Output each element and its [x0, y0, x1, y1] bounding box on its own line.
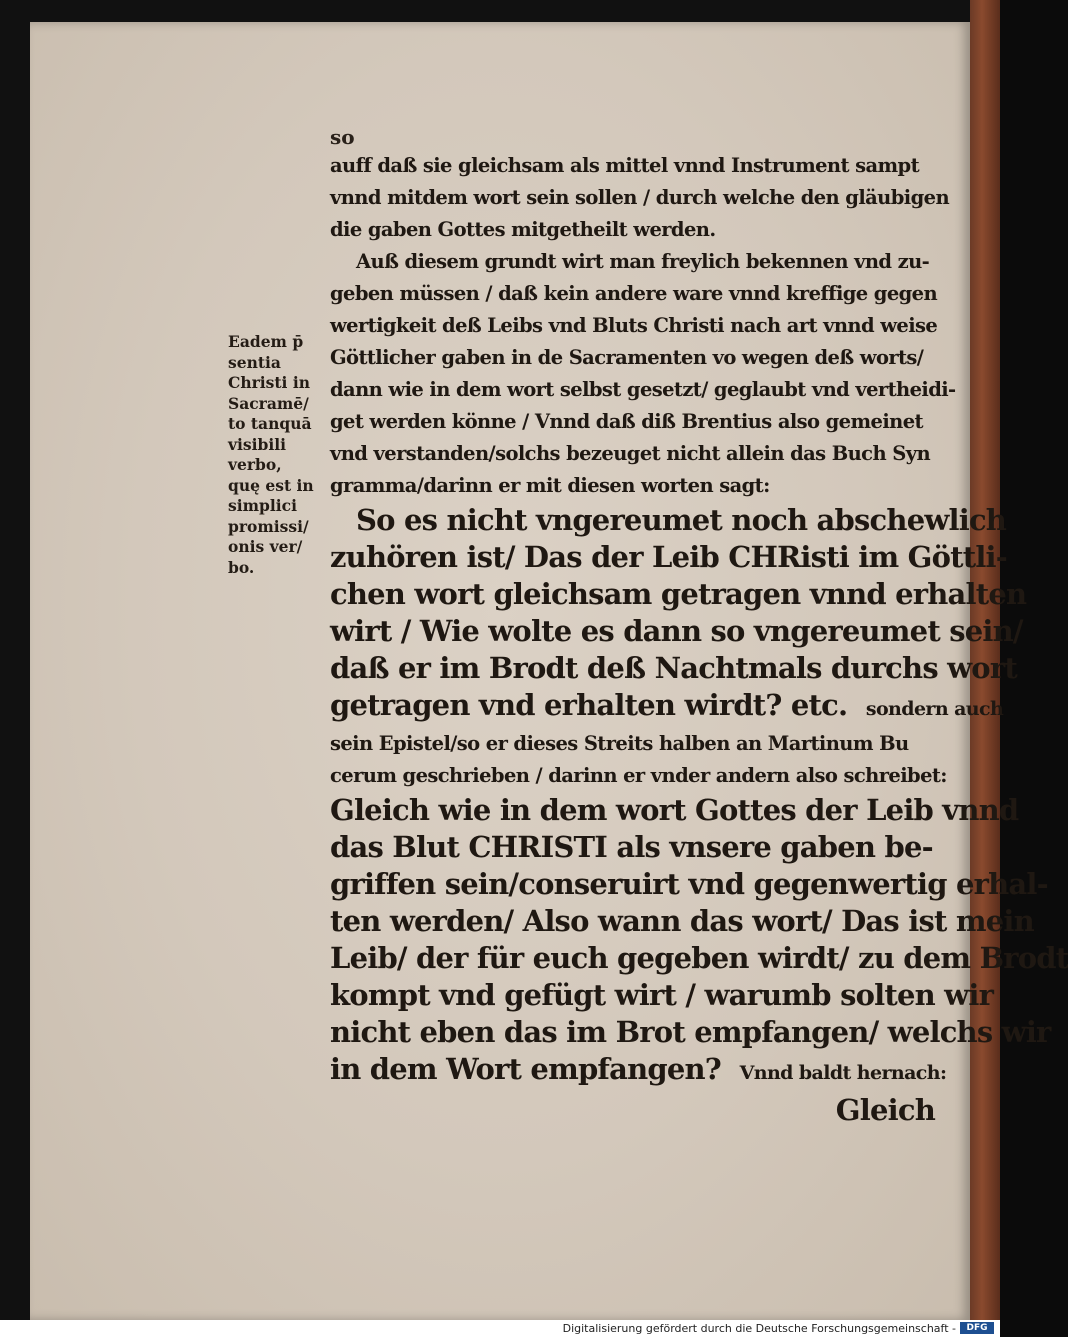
footer-credit: Digitalisierung gefördert durch die Deutsche Forschungsgemeinschaft -: [562, 1322, 956, 1335]
dfg-logo[interactable]: DFG: [960, 1322, 994, 1334]
margin-note-line: sentia: [228, 352, 281, 372]
text-line: [330, 829, 935, 866]
text-line: [330, 246, 935, 278]
text-line-content: wirt / Wie wolte es dann so vngereumet sein/: [330, 614, 1023, 648]
text-line: [330, 310, 938, 342]
margin-note-line: bo.: [228, 557, 255, 577]
text-line: [330, 438, 935, 470]
text-line-content: griffen sein/conseruirt vnd gegenwertig erhal-: [330, 867, 1048, 901]
margin-note-line: onis ver/: [228, 537, 303, 556]
text-line-content: dann wie in dem wort selbst gesetzt/ geglaubt vnd vertheidi-: [330, 378, 956, 401]
text-line: [330, 760, 947, 792]
text-line: [330, 866, 1048, 903]
text-line: [330, 342, 935, 374]
text-line: [330, 278, 938, 310]
text-line: [330, 502, 1007, 539]
text-line-content: getragen vnd erhalten wirdt? etc.: [330, 688, 848, 722]
text-line-content: Leib/ der für euch gegeben wirdt/ zu dem Brodt: [330, 941, 1068, 975]
text-line-content: Gleich wie in dem wort Gottes der Leib vnnd: [330, 793, 1019, 827]
text-line: [330, 687, 1004, 728]
text-line-content: wertigkeit deß Leibs vnd Bluts Christi nach art vnnd weise: [330, 314, 938, 337]
text-line-content: Auß diesem grundt wirt man freylich bekennen vnd zu-: [356, 250, 930, 273]
text-line-content: auff daß sie gleichsam als mittel vnnd Instrument sampt: [330, 154, 919, 177]
text-line-tail: sondern auch: [865, 698, 1004, 720]
text-line: [330, 214, 935, 246]
margin-note-line: to tanquā: [228, 414, 312, 433]
text-line-content: So es nicht vngereumet noch abschewlich: [356, 503, 1007, 537]
text-line-content: geben müssen / daß kein andere ware vnnd kreffige gegen: [330, 282, 938, 305]
text-line: [330, 940, 1068, 977]
text-line: [330, 792, 1019, 829]
text-line: [330, 903, 1034, 940]
page-text-block: [330, 150, 1068, 1129]
text-line-tail: Vnnd baldt hernach:: [739, 1062, 947, 1084]
text-line: [330, 576, 1027, 613]
text-line: [330, 374, 956, 406]
margin-note-line: simplici: [228, 496, 297, 515]
margin-note-line: Christi in: [228, 373, 310, 392]
text-line-content: ten werden/ Also wann das wort/ Das ist mein: [330, 904, 1034, 938]
text-line-content: zuhören ist/ Das der Leib CHRisti im Göttli-: [330, 540, 1008, 574]
margin-note-line: quę est in: [228, 475, 314, 495]
text-line-content: Göttlicher gaben in de Sacramenten vo wegen deß worts/: [330, 346, 924, 369]
text-line: [330, 150, 935, 182]
page-folio: so: [330, 125, 355, 149]
text-line-content: sein Epistel/so er dieses Streits halben an Martinum Bu: [330, 732, 909, 755]
text-line: [330, 650, 1017, 687]
text-line-content: Gleich: [835, 1093, 935, 1127]
text-line-content: die gaben Gottes mitgetheilt werden.: [330, 218, 716, 241]
footer-bar: [0, 1320, 1000, 1337]
text-line-content: vnnd mitdem wort sein sollen / durch welche den gläubigen: [330, 186, 950, 209]
text-line: [330, 406, 935, 438]
text-line-content: nicht eben das im Brot empfangen/ welchs wir: [330, 1015, 1051, 1049]
text-line: [330, 1014, 1051, 1051]
margin-note-line: Eadem p̄: [228, 332, 304, 351]
margin-note-line: promissi/: [228, 516, 309, 536]
text-line-content: get werden könne / Vnnd daß diß Brentius also gemeinet: [330, 410, 923, 433]
text-line-content: das Blut CHRISTI als vnsere gaben be-: [330, 830, 933, 864]
text-line-content: vnd verstanden/solchs bezeuget nicht allein das Buch Syn: [330, 442, 931, 465]
text-line: [330, 728, 935, 760]
text-line-content: kompt vnd gefügt wirt / warumb solten wir: [330, 978, 994, 1012]
text-line: [330, 470, 935, 502]
text-line: [330, 977, 994, 1014]
margin-note-line: Sacramē/: [228, 393, 309, 413]
margin-note-line: verbo,: [228, 455, 282, 474]
text-line: [330, 1092, 935, 1129]
text-line: [330, 1051, 947, 1092]
text-line-content: gramma/darinn er mit diesen worten sagt:: [330, 474, 770, 497]
text-line-content: daß er im Brodt deß Nachtmals durchs wort: [330, 651, 1017, 685]
margin-note: [228, 332, 328, 578]
text-line: [330, 182, 950, 214]
text-line-content: chen wort gleichsam getragen vnnd erhalten: [330, 577, 1027, 611]
margin-note-line: visibili: [228, 434, 287, 454]
text-line: [330, 613, 1023, 650]
text-line-content: in dem Wort empfangen?: [330, 1052, 721, 1086]
text-line-content: cerum geschrieben / darinn er vnder andern also schreibet:: [330, 764, 947, 787]
text-line: [330, 539, 1008, 576]
